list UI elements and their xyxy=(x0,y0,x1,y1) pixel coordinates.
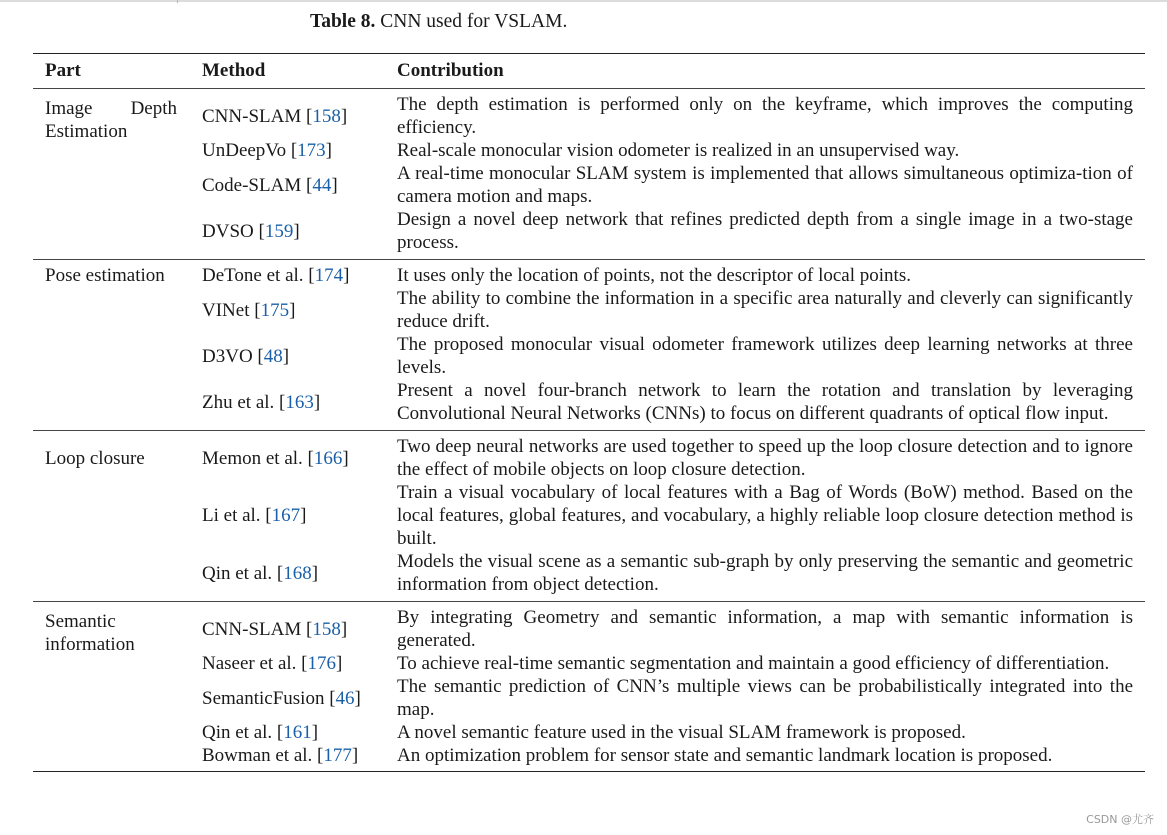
table-row xyxy=(33,139,1145,162)
citation-close: ] xyxy=(282,345,290,367)
citation-close: ] xyxy=(351,745,359,766)
viewer-top-tick xyxy=(177,0,178,3)
method-name: Li et al. [ xyxy=(202,505,272,526)
contribution-cell: Models the visual scene as a semantic sub-graph by only preserving the semantic and geometric information from object detection. xyxy=(397,551,1133,595)
citation-link[interactable]: 166 xyxy=(313,447,343,469)
method-name: DVSO [ xyxy=(202,220,265,242)
contribution-cell: A real-time monocular SLAM system is implemented that allows simultaneous optimiza-tion of camera motion and maps. xyxy=(397,163,1133,207)
contribution-cell: The semantic prediction of CNN’s multiple views can be probabilistically integrated into the map. xyxy=(397,676,1133,720)
citation-close: ] xyxy=(331,174,338,196)
contribution-cell: Real-scale monocular vision odometer is realized in an unsupervised way. xyxy=(397,140,960,161)
citation-link[interactable]: 173 xyxy=(297,140,326,161)
citation-close: ] xyxy=(343,265,350,286)
method-name: D3VO [ xyxy=(202,345,264,367)
method-cell xyxy=(33,345,397,368)
method-cell xyxy=(33,687,397,710)
group-pose-estimation xyxy=(33,260,1145,430)
table-row xyxy=(33,162,1145,208)
table-row xyxy=(33,333,1145,379)
citation-link[interactable]: 46 xyxy=(335,687,355,709)
citation-link[interactable]: 161 xyxy=(283,722,312,743)
table-row xyxy=(33,264,1145,287)
method-cell xyxy=(33,744,397,767)
part-line: Depth xyxy=(130,98,177,119)
citation-link[interactable]: 177 xyxy=(323,745,352,766)
part-line: Estimation xyxy=(45,121,128,142)
table-bottom-rule xyxy=(33,771,1145,772)
citation-close: ] xyxy=(313,391,321,413)
contribution-cell: Present a novel four-branch network to learn the rotation and translation by leveraging Convolutional Neural Networks (CNNs) to focus on different quadrants of optical flow input. xyxy=(397,380,1133,424)
citation-close: ] xyxy=(325,140,332,161)
table-row xyxy=(33,287,1145,333)
table-row xyxy=(33,481,1145,550)
citation-link[interactable]: 48 xyxy=(263,345,283,367)
part-line: information xyxy=(45,634,135,655)
contribution-cell: A novel semantic feature used in the visual SLAM framework is proposed. xyxy=(397,722,966,743)
table-caption xyxy=(310,10,567,34)
part-cell: Pose estimation xyxy=(45,265,165,286)
citation-close: ] xyxy=(336,653,343,674)
citation-link[interactable]: 158 xyxy=(312,105,341,127)
table-header-row xyxy=(33,54,1145,88)
method-name: DeTone et al. [ xyxy=(202,265,315,286)
method-cell xyxy=(33,504,397,527)
method-cell xyxy=(33,264,397,287)
method-name: Qin et al. [ xyxy=(202,722,284,743)
citation-close: ] xyxy=(300,505,307,526)
contribution-cell: By integrating Geometry and semantic information, a map with semantic information is generated. xyxy=(397,607,1133,651)
method-name: SemanticFusion [ xyxy=(202,687,336,709)
contribution-cell: The proposed monocular visual odometer framework utilizes deep learning networks at three levels. xyxy=(397,334,1133,378)
part-line: Semantic xyxy=(45,611,116,632)
method-name: Memon et al. [ xyxy=(202,447,314,469)
table-row xyxy=(33,675,1145,721)
citation-close: ] xyxy=(293,220,300,242)
table-row xyxy=(33,652,1145,675)
table-row xyxy=(33,721,1145,744)
group-semantic-information xyxy=(33,602,1145,771)
method-cell xyxy=(33,299,397,322)
table-row xyxy=(33,744,1145,767)
method-cell xyxy=(33,391,397,414)
method-cell xyxy=(33,105,397,128)
table-caption-label: Table 8. xyxy=(310,11,376,32)
viewer-top-border xyxy=(0,0,1167,2)
citation-close: ] xyxy=(311,722,319,743)
method-name: Zhu et al. [ xyxy=(202,391,286,413)
method-cell xyxy=(33,139,397,162)
method-cell xyxy=(33,652,397,675)
citation-link[interactable]: 163 xyxy=(285,391,314,413)
citation-link[interactable]: 158 xyxy=(312,618,341,640)
method-cell xyxy=(33,562,397,585)
method-cell xyxy=(33,220,397,243)
citation-link[interactable]: 167 xyxy=(271,505,301,526)
method-cell xyxy=(33,721,397,744)
citation-link[interactable]: 168 xyxy=(283,562,312,584)
method-name: CNN-SLAM [ xyxy=(202,105,313,127)
group-image-depth-estimation xyxy=(33,89,1145,259)
method-name: Code-SLAM [ xyxy=(202,174,313,196)
method-name: Qin et al. [ xyxy=(202,562,284,584)
method-name: CNN-SLAM [ xyxy=(202,618,313,640)
method-name: VINet [ xyxy=(202,299,261,321)
contribution-cell: The depth estimation is performed only on the keyframe, which improves the computing efficiency. xyxy=(397,94,1133,138)
contribution-cell: It uses only the location of points, not the descriptor of local points. xyxy=(397,265,911,286)
citation-close: ] xyxy=(340,105,348,127)
method-name: Bowman et al. [ xyxy=(202,745,324,766)
method-cell xyxy=(33,618,397,641)
citation-link[interactable]: 159 xyxy=(264,220,294,242)
citation-close: ] xyxy=(311,562,319,584)
table-row xyxy=(33,435,1145,481)
contribution-cell: An optimization problem for sensor state and semantic landmark location is proposed. xyxy=(397,745,1053,766)
table-row xyxy=(33,93,1145,139)
header-method: Method xyxy=(202,60,266,81)
header-contribution: Contribution xyxy=(397,60,504,81)
group-loop-closure xyxy=(33,431,1145,601)
contribution-cell: The ability to combine the information in a specific area naturally and cleverly can significantly reduce drift. xyxy=(397,288,1133,332)
citation-link[interactable]: 174 xyxy=(314,265,344,286)
citation-link[interactable]: 176 xyxy=(307,653,336,674)
contribution-cell: Train a visual vocabulary of local features with a Bag of Words (BoW) method. Based on the local features, global features, and vocabulary, a highly reliable loop closure detection method is built. xyxy=(397,482,1133,549)
contribution-cell: Two deep neural networks are used together to speed up the loop closure detection and to ignore the effect of mobile objects on loop closure detection. xyxy=(397,436,1133,480)
table-row xyxy=(33,379,1145,425)
part-cell: Loop closure xyxy=(45,448,145,469)
table-row xyxy=(33,208,1145,254)
method-cell xyxy=(33,174,397,197)
citation-close: ] xyxy=(354,687,361,709)
header-part: Part xyxy=(45,60,81,81)
contribution-cell: To achieve real-time semantic segmentation and maintain a good efficiency of differentiation. xyxy=(397,653,1110,674)
part-line: Image xyxy=(45,98,93,119)
table-caption-text: CNN used for VSLAM. xyxy=(380,11,568,32)
table-row xyxy=(33,606,1145,652)
method-name: Naseer et al. [ xyxy=(202,653,308,674)
table-row xyxy=(33,550,1145,596)
citation-close: ] xyxy=(289,299,296,321)
contribution-cell: Design a novel deep network that refines predicted depth from a single image in a two-stage process. xyxy=(397,209,1133,253)
citation-link[interactable]: 44 xyxy=(312,174,332,196)
watermark: CSDN @尤齐 xyxy=(1086,813,1154,826)
method-name: UnDeepVo [ xyxy=(202,140,298,161)
method-cell xyxy=(33,447,397,470)
citation-link[interactable]: 175 xyxy=(260,299,290,321)
citation-close: ] xyxy=(340,618,348,640)
citation-close: ] xyxy=(342,447,349,469)
cnn-vslam-table xyxy=(33,53,1145,772)
